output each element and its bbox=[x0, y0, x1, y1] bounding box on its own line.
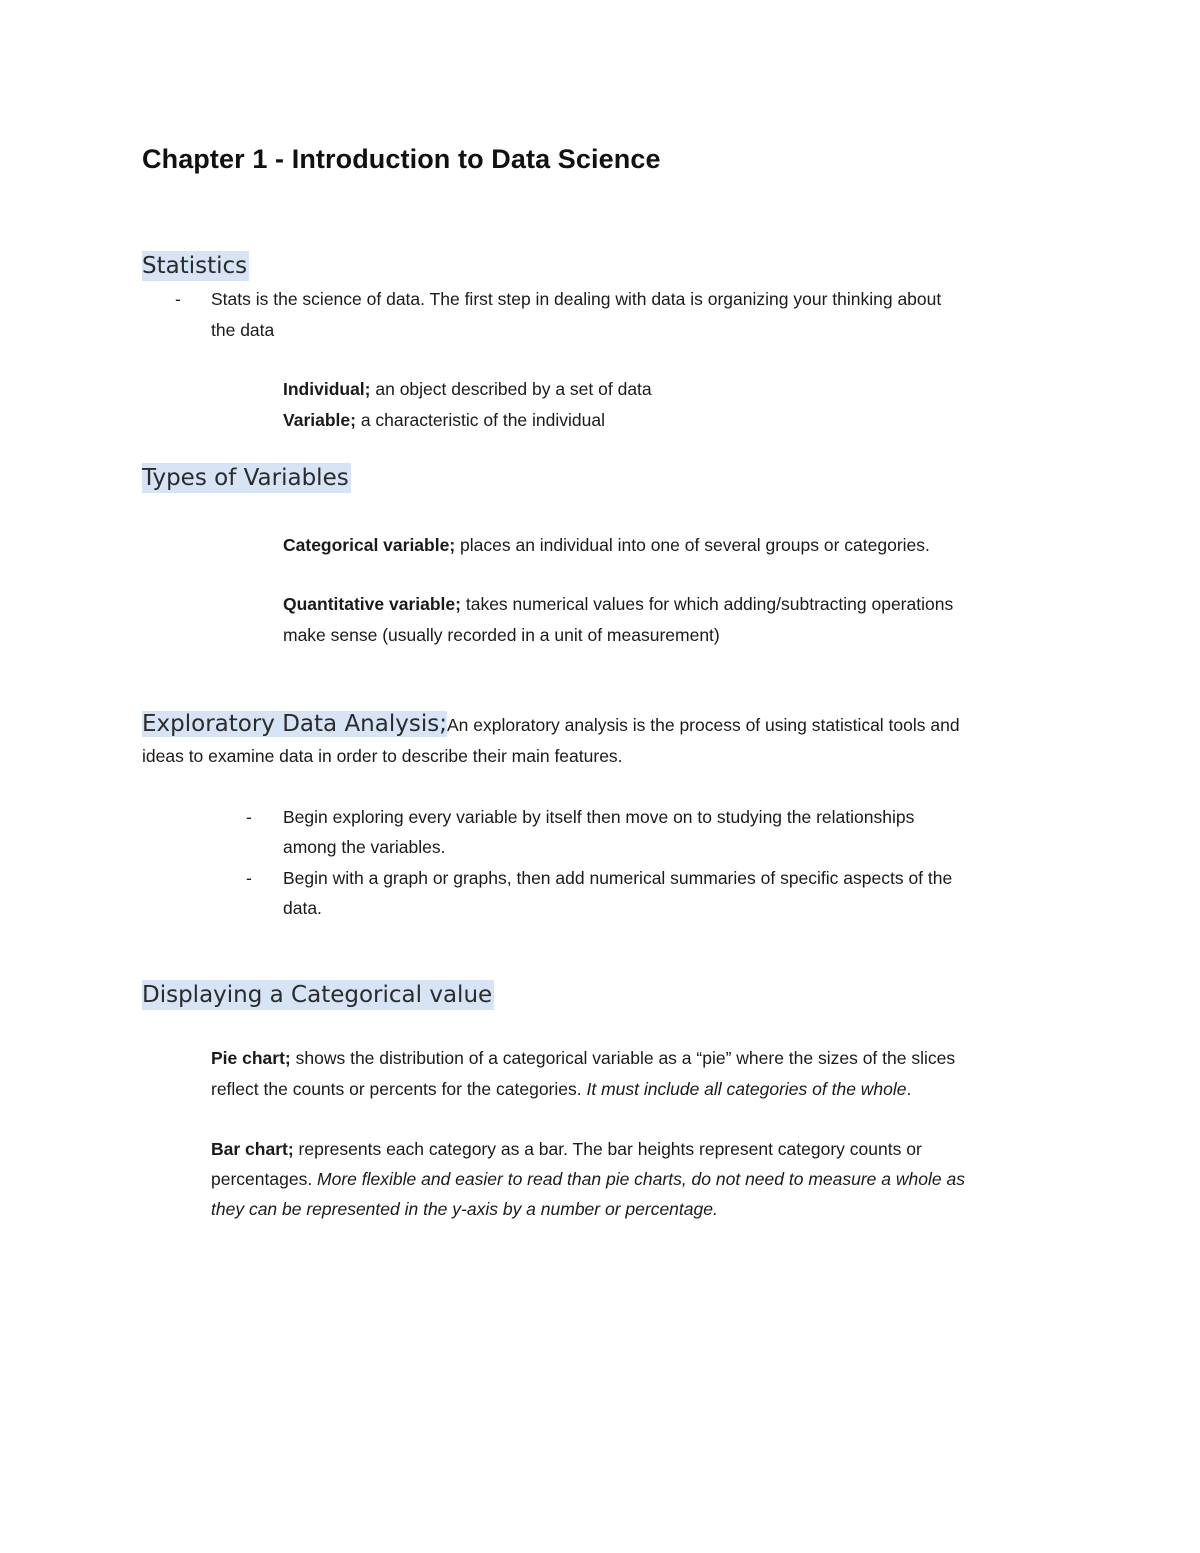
individual-definition bbox=[283, 374, 652, 405]
pie-chart-def-2: reflect the counts or percents for the categories. bbox=[211, 1079, 587, 1099]
quantitative-term: Quantitative variable; bbox=[283, 594, 461, 614]
bar-chart-line1 bbox=[211, 1134, 922, 1165]
quantitative-definition-line2: make sense (usually recorded in a unit of measurement) bbox=[283, 625, 720, 645]
eda-bullet2-line1: Begin with a graph or graphs, then add numerical summaries of specific aspects of the bbox=[283, 868, 953, 888]
statistics-bullet-line2: the data bbox=[211, 320, 275, 340]
chapter-title: Chapter 1 - Introduction to Data Science bbox=[142, 144, 661, 174]
pie-chart-end: . bbox=[906, 1079, 912, 1099]
eda-intro-line2: ideas to examine data in order to describe their main features. bbox=[142, 746, 623, 766]
quantitative-definition-line1 bbox=[283, 589, 953, 620]
bullet-dash: - bbox=[175, 289, 181, 309]
variable-definition bbox=[283, 405, 605, 436]
pie-chart-line1 bbox=[211, 1043, 955, 1074]
individual-term: Individual; bbox=[283, 379, 371, 399]
statistics-bullet-line1: Stats is the science of data. The first step in dealing with data is organizing your thinking about bbox=[211, 289, 942, 309]
heading-displaying-categorical: Displaying a Categorical value bbox=[142, 982, 493, 1008]
bar-chart-term: Bar chart; bbox=[211, 1139, 294, 1159]
pie-chart-term: Pie chart; bbox=[211, 1048, 291, 1068]
eda-bullet1-line2: among the variables. bbox=[283, 837, 446, 857]
bar-chart-italic-1: More flexible and easier to read than pie charts, do not need to measure a whole as bbox=[317, 1169, 965, 1189]
pie-chart-def-1: shows the distribution of a categorical variable as a “pie” where the sizes of the slices bbox=[290, 1048, 956, 1068]
bar-chart-line2 bbox=[211, 1164, 965, 1195]
eda-intro-text-1: An exploratory analysis is the process of using statistical tools and bbox=[446, 715, 960, 735]
bullet-dash: - bbox=[246, 807, 252, 827]
bar-chart-def-1: represents each category as a bar. The bar heights represent category counts or bbox=[293, 1139, 922, 1159]
pie-chart-line2 bbox=[211, 1074, 911, 1105]
heading-statistics: Statistics bbox=[142, 253, 248, 279]
eda-intro-line1 bbox=[142, 707, 960, 742]
variable-def: a characteristic of the individual bbox=[355, 410, 605, 430]
heading-exploratory-data-analysis: Exploratory Data Analysis; bbox=[142, 711, 447, 737]
heading-types-of-variables: Types of Variables bbox=[142, 465, 349, 491]
individual-def: an object described by a set of data bbox=[370, 379, 652, 399]
quantitative-def-1: takes numerical values for which adding/subtracting operations bbox=[460, 594, 954, 614]
categorical-def: places an individual into one of several groups or categories. bbox=[455, 535, 930, 555]
eda-bullet2-line2: data. bbox=[283, 898, 322, 918]
eda-bullet1-line1: Begin exploring every variable by itself then move on to studying the relationships bbox=[283, 807, 915, 827]
pie-chart-italic: It must include all categories of the whole bbox=[586, 1079, 907, 1099]
categorical-definition bbox=[283, 530, 930, 561]
variable-term: Variable; bbox=[283, 410, 356, 430]
bar-chart-def-2: percentages. bbox=[211, 1169, 318, 1189]
categorical-term: Categorical variable; bbox=[283, 535, 456, 555]
bullet-dash: - bbox=[246, 868, 252, 888]
bar-chart-line3: they can be represented in the y-axis by a number or percentage. bbox=[211, 1199, 718, 1219]
